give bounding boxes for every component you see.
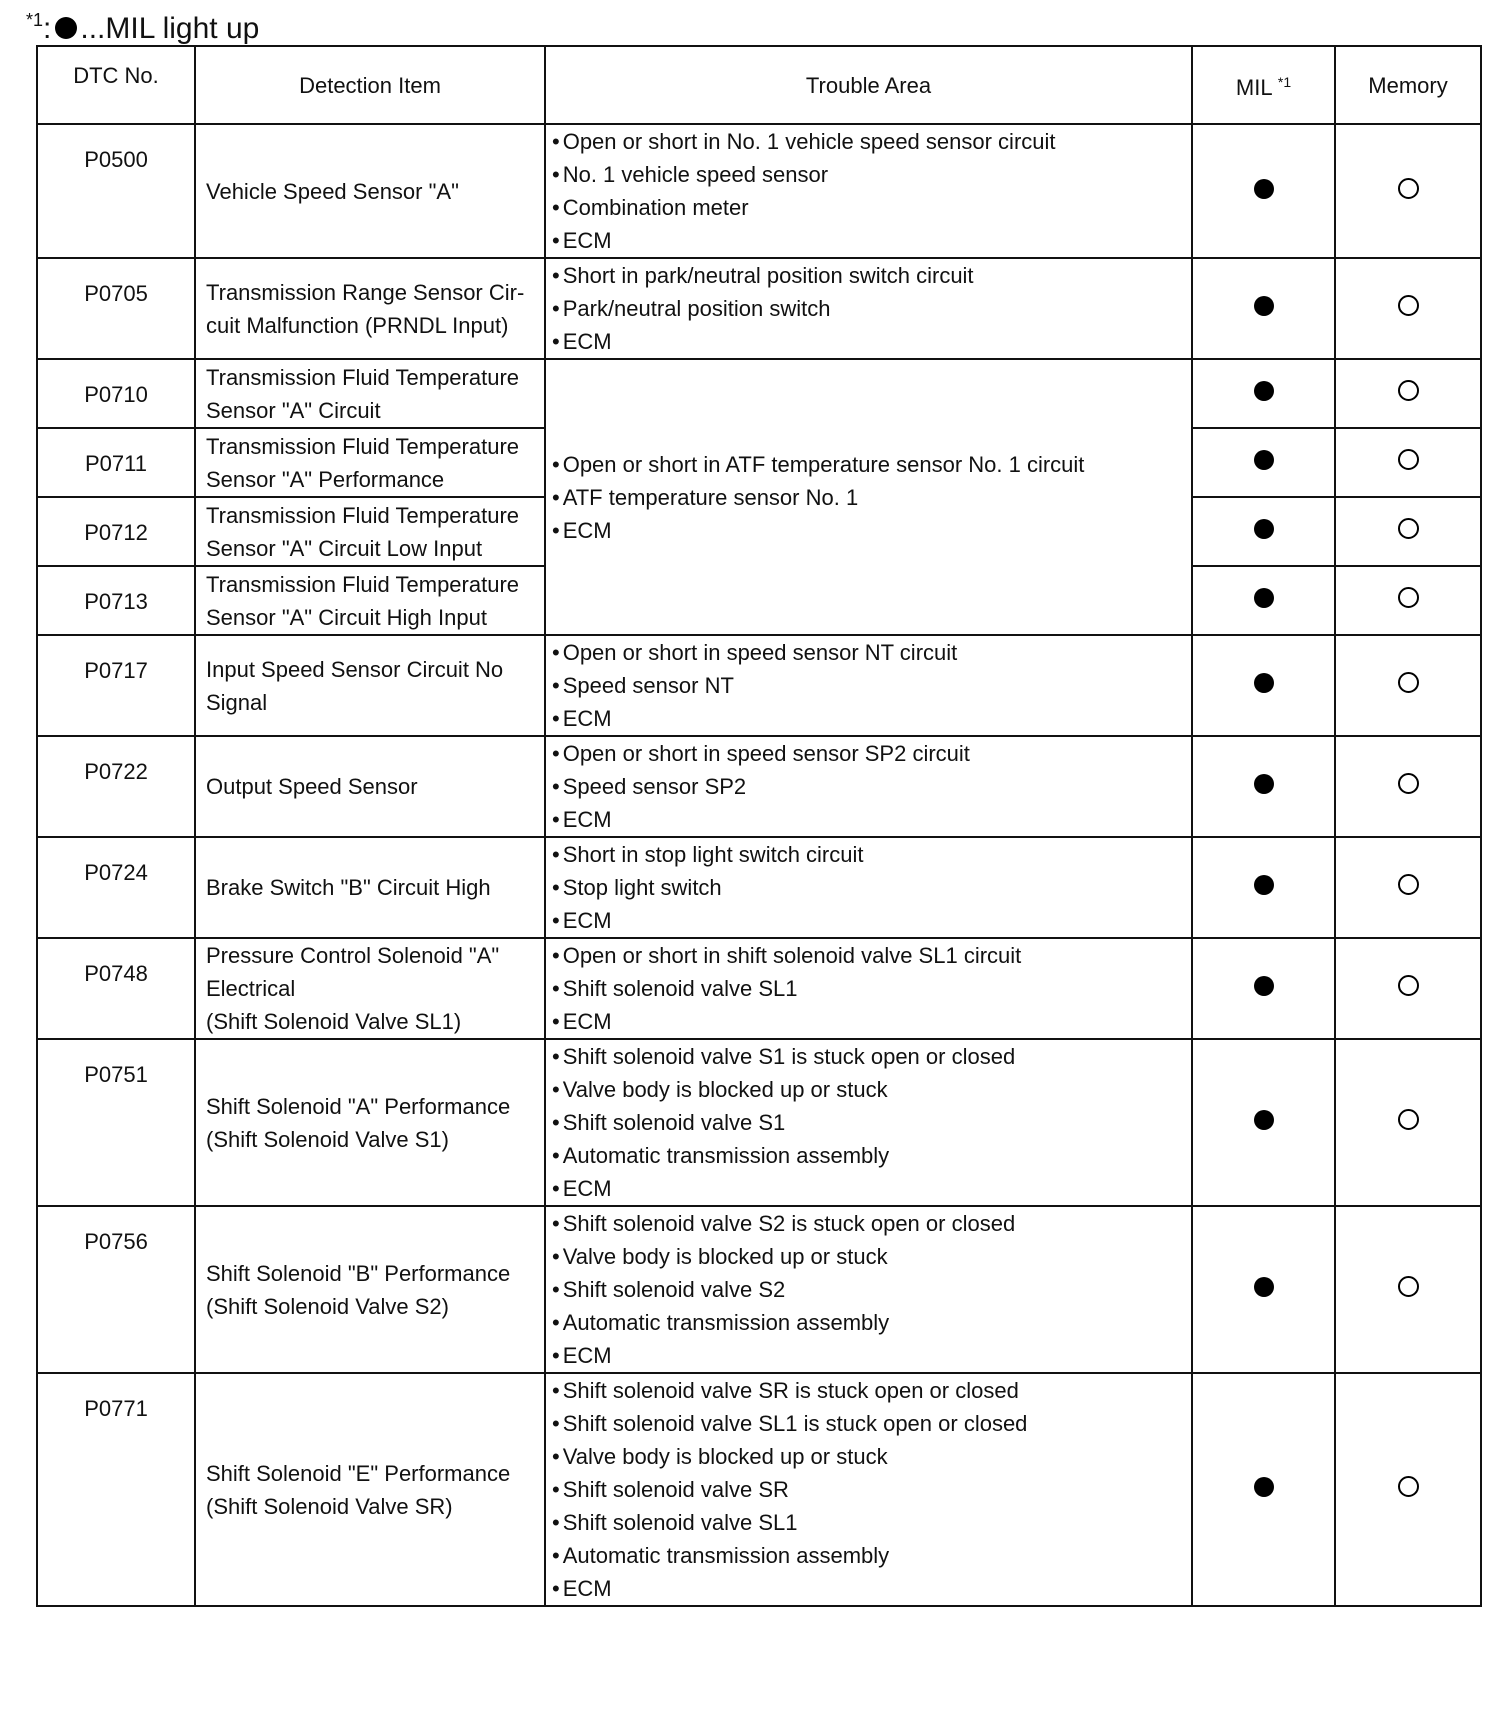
dtc-cell: P0500 — [37, 124, 195, 258]
detection-item-line: Pressure Control Solenoid "A" — [206, 943, 500, 968]
trouble-area-item: • ECM — [552, 1339, 1185, 1372]
hollow-circle-icon — [1398, 380, 1419, 401]
memory-cell — [1335, 1206, 1481, 1373]
header-mil — [1192, 46, 1335, 124]
trouble-area-item: • ECM — [552, 325, 1185, 358]
trouble-area-item: • ECM — [552, 224, 1185, 257]
trouble-area-item: • ECM — [552, 904, 1185, 937]
dtc-cell: P0751 — [37, 1039, 195, 1206]
table-row — [37, 736, 1481, 837]
header-detection-item: Detection Item — [195, 46, 545, 124]
trouble-area-item: • ECM — [552, 514, 1185, 547]
detection-item-line: Sensor "A" Circuit — [206, 397, 381, 423]
memory-cell — [1335, 359, 1481, 428]
detection-item-cell — [195, 1373, 545, 1606]
hollow-circle-icon — [1398, 874, 1419, 895]
hollow-circle-icon — [1398, 295, 1419, 316]
table-row — [37, 124, 1481, 258]
table-row — [37, 1039, 1481, 1206]
filled-circle-icon — [1254, 1477, 1274, 1497]
memory-cell — [1335, 1373, 1481, 1606]
trouble-area-item: • Shift solenoid valve S1 — [552, 1106, 1185, 1139]
dtc-cell: P0713 — [37, 566, 195, 635]
dtc-cell: P0705 — [37, 258, 195, 359]
detection-item-line: Transmission Fluid Temperature — [206, 364, 520, 390]
detection-item-line: Vehicle Speed Sensor "A" — [206, 178, 459, 204]
trouble-area-item: • Shift solenoid valve SR — [552, 1473, 1185, 1506]
memory-cell — [1335, 258, 1481, 359]
detection-item-cell — [195, 359, 545, 428]
trouble-area-item: • Valve body is blocked up or stuck — [552, 1440, 1185, 1473]
memory-cell — [1335, 736, 1481, 837]
detection-item-line: (Shift Solenoid Valve S1) — [206, 1126, 449, 1152]
mil-cell — [1192, 635, 1335, 736]
trouble-area-cell — [545, 359, 1192, 635]
detection-item-line: Transmission Fluid Temperature — [206, 571, 520, 597]
mil-cell — [1192, 1206, 1335, 1373]
header-memory: Memory — [1335, 46, 1481, 124]
filled-circle-icon — [1254, 1110, 1274, 1130]
detection-item-line: cuit Malfunction (PRNDL Input) — [206, 312, 509, 338]
detection-item-line: Electrical — [206, 976, 296, 1001]
filled-circle-icon — [1254, 179, 1274, 199]
dtc-cell: P0711 — [37, 428, 195, 497]
mil-cell — [1192, 124, 1335, 258]
trouble-area-item: • Shift solenoid valve SL1 — [552, 972, 1185, 1005]
trouble-area-item: • Shift solenoid valve SR is stuck open or closed — [552, 1374, 1185, 1407]
filled-circle-icon — [1254, 673, 1274, 693]
detection-item-cell — [195, 258, 545, 359]
header-mil-note: *1 — [1277, 74, 1292, 90]
hollow-circle-icon — [1398, 672, 1419, 693]
mil-cell — [1192, 837, 1335, 938]
footnote-marker: *1 — [26, 10, 44, 30]
filled-circle-icon — [1254, 1277, 1274, 1297]
mil-cell — [1192, 938, 1335, 1039]
memory-cell — [1335, 497, 1481, 566]
trouble-area-item: • Valve body is blocked up or stuck — [552, 1240, 1185, 1273]
detection-item-line: (Shift Solenoid Valve SL1) — [206, 1009, 462, 1034]
memory-cell — [1335, 1039, 1481, 1206]
trouble-area-cell — [545, 1206, 1192, 1373]
trouble-area-item: • Short in park/neutral position switch circuit — [552, 259, 1185, 292]
hollow-circle-icon — [1398, 1476, 1419, 1497]
detection-item-cell — [195, 497, 545, 566]
detection-item-cell — [195, 1206, 545, 1373]
filled-circle-icon — [55, 17, 77, 39]
filled-circle-icon — [1254, 976, 1274, 996]
mil-footnote: $^{*1}$: ...MIL light up — [26, 10, 260, 45]
hollow-circle-icon — [1398, 975, 1419, 996]
detection-item-cell — [195, 938, 545, 1039]
detection-item-line: Transmission Range Sensor Cir- — [206, 279, 525, 305]
memory-cell — [1335, 635, 1481, 736]
detection-item-cell — [195, 124, 545, 258]
trouble-area-item: • Open or short in speed sensor NT circuit — [552, 636, 1185, 669]
dtc-cell: P0717 — [37, 635, 195, 736]
header-mil-label: MIL — [1235, 75, 1272, 100]
dtc-cell: P0756 — [37, 1206, 195, 1373]
detection-item-cell — [195, 566, 545, 635]
trouble-area-item: • Automatic transmission assembly — [552, 1539, 1185, 1572]
dtc-table — [36, 45, 1482, 1607]
detection-item-line: Sensor "A" Circuit High Input — [206, 604, 487, 630]
dtc-cell: P0710 — [37, 359, 195, 428]
trouble-area-cell — [545, 938, 1192, 1039]
trouble-area-item: • Open or short in speed sensor SP2 circuit — [552, 737, 1185, 770]
detection-item-line: Sensor "A" Circuit Low Input — [206, 535, 483, 561]
trouble-area-item: • Automatic transmission assembly — [552, 1306, 1185, 1339]
trouble-area-item: • Speed sensor NT — [552, 669, 1185, 702]
mil-cell — [1192, 1039, 1335, 1206]
trouble-area-item: • Shift solenoid valve S2 — [552, 1273, 1185, 1306]
table-row — [37, 359, 1481, 428]
table-row — [37, 837, 1481, 938]
detection-item-line: Transmission Fluid Temperature — [206, 433, 520, 459]
trouble-area-item: • Stop light switch — [552, 871, 1185, 904]
trouble-area-item: • ECM — [552, 702, 1185, 735]
mil-cell — [1192, 566, 1335, 635]
detection-item-line: Shift Solenoid "E" Performance — [206, 1460, 511, 1486]
mil-cell — [1192, 258, 1335, 359]
trouble-area-item: • Shift solenoid valve SL1 is stuck open or closed — [552, 1407, 1185, 1440]
trouble-area-item: • Shift solenoid valve SL1 — [552, 1506, 1185, 1539]
trouble-area-cell — [545, 837, 1192, 938]
table-row — [37, 258, 1481, 359]
trouble-area-item: • ECM — [552, 1172, 1185, 1205]
dtc-cell: P0771 — [37, 1373, 195, 1606]
trouble-area-cell — [545, 124, 1192, 258]
header-row — [37, 46, 1481, 124]
header-trouble-area: Trouble Area — [545, 46, 1192, 124]
filled-circle-icon — [1254, 774, 1274, 794]
memory-cell — [1335, 124, 1481, 258]
trouble-area-item: • No. 1 vehicle speed sensor — [552, 158, 1185, 191]
trouble-area-item: • ECM — [552, 1005, 1185, 1038]
trouble-area-item: • Open or short in shift solenoid valve SL1 circuit — [552, 939, 1185, 972]
trouble-area-item: • ATF temperature sensor No. 1 — [552, 481, 1185, 514]
trouble-area-item: • Speed sensor SP2 — [552, 770, 1185, 803]
dtc-cell: P0748 — [37, 938, 195, 1039]
table-body — [37, 124, 1481, 1606]
trouble-area-item: • ECM — [552, 1572, 1185, 1605]
detection-item-line: (Shift Solenoid Valve S2) — [206, 1293, 449, 1319]
trouble-area-item: • Open or short in No. 1 vehicle speed sensor circuit — [552, 125, 1185, 158]
table-row — [37, 635, 1481, 736]
dtc-cell: P0722 — [37, 736, 195, 837]
trouble-area-item: • Open or short in ATF temperature sensor No. 1 circuit — [552, 448, 1185, 481]
filled-circle-icon — [1254, 381, 1274, 401]
trouble-area-item: • ECM — [552, 803, 1185, 836]
memory-cell — [1335, 428, 1481, 497]
hollow-circle-icon — [1398, 1276, 1419, 1297]
hollow-circle-icon — [1398, 518, 1419, 539]
mil-cell — [1192, 428, 1335, 497]
detection-item-line: Shift Solenoid "B" Performance — [206, 1260, 511, 1286]
detection-item-cell — [195, 635, 545, 736]
hollow-circle-icon — [1398, 449, 1419, 470]
detection-item-line: (Shift Solenoid Valve SR) — [206, 1493, 453, 1519]
trouble-area-cell — [545, 635, 1192, 736]
table-row — [37, 1373, 1481, 1606]
memory-cell — [1335, 938, 1481, 1039]
detection-item-line: Sensor "A" Performance — [206, 466, 445, 492]
filled-circle-icon — [1254, 450, 1274, 470]
memory-cell — [1335, 837, 1481, 938]
detection-item-line: Brake Switch "B" Circuit High — [206, 875, 491, 900]
detection-item-cell — [195, 428, 545, 497]
table-row — [37, 938, 1481, 1039]
trouble-area-item: • Shift solenoid valve S1 is stuck open or closed — [552, 1040, 1185, 1073]
filled-circle-icon — [1254, 588, 1274, 608]
trouble-area-item: • Shift solenoid valve S2 is stuck open or closed — [552, 1207, 1185, 1240]
dtc-cell: P0724 — [37, 837, 195, 938]
mil-cell — [1192, 359, 1335, 428]
dtc-cell: P0712 — [37, 497, 195, 566]
detection-item-cell — [195, 736, 545, 837]
trouble-area-item: • Combination meter — [552, 191, 1185, 224]
header-dtc: DTC No. — [37, 46, 195, 124]
trouble-area-cell — [545, 736, 1192, 837]
hollow-circle-icon — [1398, 773, 1419, 794]
table-row — [37, 1206, 1481, 1373]
mil-cell — [1192, 497, 1335, 566]
filled-circle-icon — [1254, 875, 1274, 895]
hollow-circle-icon — [1398, 178, 1419, 199]
hollow-circle-icon — [1398, 1109, 1419, 1130]
filled-circle-icon — [1254, 519, 1274, 539]
trouble-area-item: • Valve body is blocked up or stuck — [552, 1073, 1185, 1106]
detection-item-cell — [195, 837, 545, 938]
trouble-area-item: • Park/neutral position switch — [552, 292, 1185, 325]
mil-cell — [1192, 1373, 1335, 1606]
detection-item-line: Output Speed Sensor — [206, 774, 418, 799]
memory-cell — [1335, 566, 1481, 635]
detection-item-line: Signal — [206, 689, 268, 715]
filled-circle-icon — [1254, 296, 1274, 316]
detection-item-line: Input Speed Sensor Circuit No — [206, 656, 504, 682]
detection-item-line: Shift Solenoid "A" Performance — [206, 1093, 511, 1119]
footnote-text: ...MIL light up — [80, 12, 260, 45]
mil-cell — [1192, 736, 1335, 837]
trouble-area-cell — [545, 1373, 1192, 1606]
trouble-area-cell — [545, 1039, 1192, 1206]
trouble-area-item: • Short in stop light switch circuit — [552, 838, 1185, 871]
trouble-area-item: • Automatic transmission assembly — [552, 1139, 1185, 1172]
detection-item-cell — [195, 1039, 545, 1206]
hollow-circle-icon — [1398, 587, 1419, 608]
detection-item-line: Transmission Fluid Temperature — [206, 502, 520, 528]
trouble-area-cell — [545, 258, 1192, 359]
